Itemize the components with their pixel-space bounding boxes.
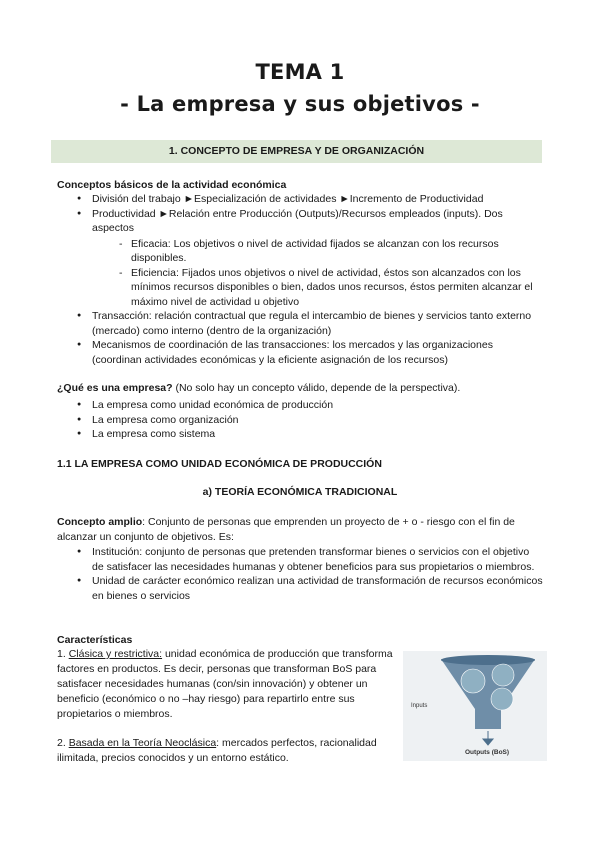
concepto-amplio-list bbox=[75, 545, 543, 603]
empresa-question-rest: (No solo hay un concepto válido, depende de la perspectiva). bbox=[172, 382, 461, 394]
empresa-question bbox=[57, 381, 547, 396]
p1-number: 1. bbox=[57, 648, 69, 660]
list-item: ● Institución: conjunto de personas que pretenden transformar bienes o servicios con el objetivo de satisfacer las necesidades humanas y obtener beneficios para sus propietarios o miembros. bbox=[75, 545, 543, 574]
caracteristicas-heading: Características bbox=[57, 634, 133, 646]
section-1-1-heading: 1.1 LA EMPRESA COMO UNIDAD ECONÓMICA DE PRODUCCIÓN bbox=[57, 458, 382, 470]
funnel-diagram bbox=[403, 651, 547, 761]
conceptos-list bbox=[75, 192, 545, 367]
list-item: ● La empresa como organización bbox=[75, 413, 545, 428]
list-item: - Eficacia: Los objetivos o nivel de actividad fijados se alcanzan con los recursos disponibles. bbox=[118, 237, 545, 266]
section-a-heading: a) TEORÍA ECONÓMICA TRADICIONAL bbox=[202, 486, 398, 498]
list-item: ● Transacción: relación contractual que regula el intercambio de bienes y servicios tanto externo (mercado) como interno (dentro de la organización) bbox=[75, 309, 545, 338]
p1-label: Clásica y restrictiva: bbox=[68, 648, 163, 660]
list-item: ● División del trabajo ►Especialización de actividades ►Incremento de Productividad bbox=[75, 192, 545, 207]
p1-text: unidad económica de producción que transforma factores en productos. Es decir, personas que transforman BoS para satisfacer necesidades humanas (con/sin innovación) y obtener un beneficio (económico o no –hay riesgo) para repartirlo entre sus propietarios o miembros. bbox=[57, 648, 393, 720]
list-item-text: Productividad ►Relación entre Producción (Outputs)/Recursos empleados (inputs). Dos aspectos bbox=[92, 207, 503, 234]
caracteristicas-paragraph-1 bbox=[57, 647, 395, 722]
list-item: ● Unidad de carácter económico realizan una actividad de transformación de recursos económicos en bienes o servicios bbox=[75, 574, 543, 603]
empresa-question-bold: ¿Qué es una empresa? bbox=[57, 382, 173, 394]
section-1-banner: 1. CONCEPTO DE EMPRESA Y DE ORGANIZACIÓN bbox=[51, 140, 542, 163]
list-item: - Eficiencia: Fijados unos objetivos o nivel de actividad, éstos son alcanzados con los mínimos recursos disponibles o bien, dados unos recursos, éstos permiten alcanzar el máximo nivel de actividad u objetivo bbox=[118, 266, 545, 310]
conceptos-heading: Conceptos básicos de la actividad económica bbox=[57, 179, 287, 191]
list-item: ● La empresa como unidad económica de producción bbox=[75, 398, 545, 413]
p2-text: : mercados perfectos, racionalidad ilimitada, precios conocidos y un entorno estático. bbox=[57, 737, 377, 764]
list-item: ● Mecanismos de coordinación de las transacciones: los mercados y las organizaciones (coordinan actividades económicas y la eficiente asignación de los recursos) bbox=[75, 338, 545, 367]
caracteristicas-paragraph-2 bbox=[57, 736, 397, 766]
funnel-circle-top bbox=[492, 664, 514, 686]
p2-number: 2. bbox=[57, 737, 69, 749]
funnel-circle-bottom bbox=[491, 688, 513, 710]
concepto-amplio-label: Concepto amplio bbox=[57, 516, 143, 528]
empresa-list bbox=[75, 398, 545, 442]
funnel-circle-left bbox=[461, 669, 485, 693]
p2-label: Basada en la Teoría Neoclásica bbox=[68, 737, 217, 749]
concepto-amplio-text: : Conjunto de personas que emprenden un proyecto de + o - riesgo con el fin de alcanzar un conjunto de objetivos. Es: bbox=[57, 516, 515, 543]
inputs-label: Inputs bbox=[411, 703, 428, 709]
outputs-label: Outputs (BoS) bbox=[465, 749, 510, 756]
list-item: ● La empresa como sistema bbox=[75, 427, 545, 442]
funnel-diagram-svg bbox=[403, 651, 547, 761]
concepto-amplio-paragraph bbox=[57, 515, 545, 545]
list-item bbox=[75, 207, 545, 310]
productividad-sublist bbox=[118, 237, 545, 310]
page-subtitle: - La empresa y sus objetivos - bbox=[120, 92, 480, 116]
page-title: TEMA 1 bbox=[255, 60, 345, 84]
funnel-rim bbox=[441, 655, 535, 665]
